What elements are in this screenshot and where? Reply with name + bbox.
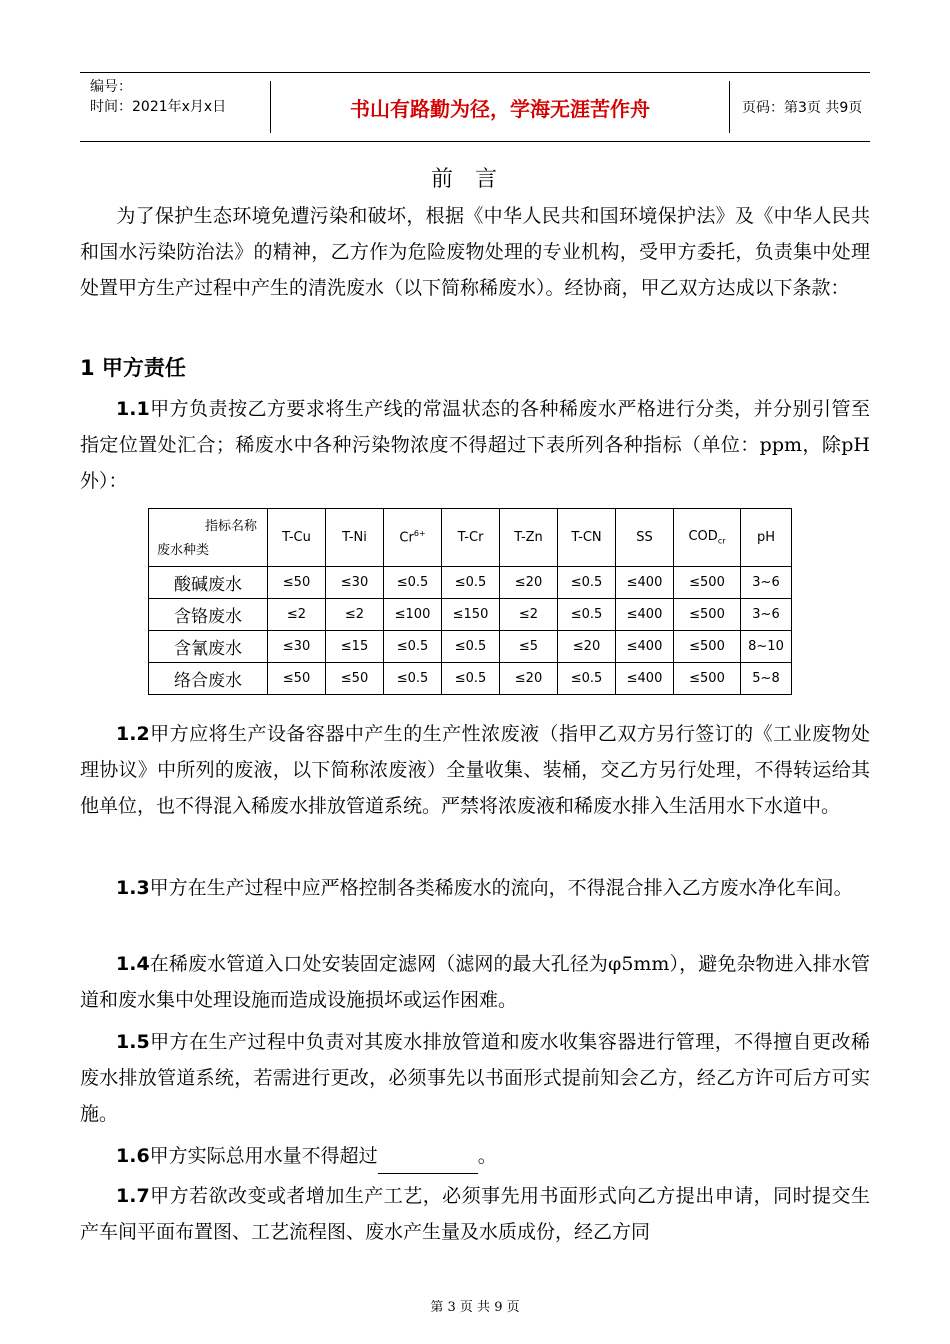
table-cell: ≤400 (616, 567, 674, 599)
time-label: 时间：2021年x月x日 (90, 99, 227, 115)
clause-1-7 (80, 1178, 870, 1250)
clause-text: 甲方在生产过程中负责对其废水排放管道和废水收集容器进行管理，不得擅自更改稀废水排放管道系统，若需进行更改，必须事先以书面形式提前知会乙方，经乙方许可后方可实施。 (80, 1031, 870, 1125)
clause-1-6 (80, 1138, 870, 1174)
clause-1-5 (80, 1024, 870, 1132)
table-cell: ≤150 (442, 599, 500, 631)
table-cell: ≤50 (268, 567, 326, 599)
preface-text: 为了保护生态环境免遭污染和破坏，根据《中华人民共和国环境保护法》及《中华人民共和国水污染防治法》的精神，乙方作为危险废物处理的专业机构，受甲方委托，负责集中处理处置甲方生产过程中产生的清洗废水（以下简称稀废水）。经协商，甲乙双方达成以下条款： (80, 205, 870, 299)
clause-text: 甲方实际总用水量不得超过 (149, 1145, 378, 1167)
row-name: 络合废水 (149, 663, 268, 695)
clause-number: 1.6 (116, 1145, 150, 1167)
row-name: 含氰废水 (149, 631, 268, 663)
table-cell: ≤400 (616, 663, 674, 695)
table-cell: ≤0.5 (442, 567, 500, 599)
motto: 书山有路勤为径，学海无涯苦作舟 (270, 81, 730, 133)
table-row (149, 663, 792, 695)
clause-number: 1.2 (116, 723, 150, 745)
clause-number: 1.1 (116, 398, 150, 420)
row-name: 酸碱废水 (149, 567, 268, 599)
clause-1-1 (80, 391, 870, 499)
clause-1-4 (80, 946, 870, 1018)
table-cell: 5~8 (741, 663, 792, 695)
table-cell: ≤500 (674, 663, 741, 695)
table-cell: ≤2 (500, 599, 558, 631)
page-footer: 第 3 页 共 9 页 (430, 1300, 520, 1315)
table-cell: ≤400 (616, 599, 674, 631)
clause-tail: 。 (477, 1145, 497, 1167)
col-header: T-Cu (268, 509, 326, 567)
page-header (80, 72, 870, 142)
table-cell: 3~6 (741, 599, 792, 631)
col-header: $Cr^{6+}$ (384, 509, 442, 567)
col-header: SS (616, 509, 674, 567)
table-cell: ≤50 (326, 663, 384, 695)
table-cell: ≤500 (674, 599, 741, 631)
col-header: $COD_{cr}$ (674, 509, 741, 567)
col-header: pH (741, 509, 792, 567)
col-header: T-CN (558, 509, 616, 567)
pollutant-limit-table (148, 508, 792, 695)
col-header: T-Cr (442, 509, 500, 567)
table-row (149, 567, 792, 599)
preface-paragraph (80, 198, 870, 306)
table-cell: ≤0.5 (558, 567, 616, 599)
table-corner (149, 509, 268, 567)
table-cell: ≤20 (500, 567, 558, 599)
col-header: T-Ni (326, 509, 384, 567)
table-cell: ≤2 (326, 599, 384, 631)
col-header: T-Zn (500, 509, 558, 567)
table-cell: ≤5 (500, 631, 558, 663)
clause-text: 甲方负责按乙方要求将生产线的常温状态的各种稀废水严格进行分类，并分别引管至指定位置处汇合；稀废水中各种污染物浓度不得超过下表所列各种指标（单位：ppm，除pH外）： (80, 398, 870, 492)
table-row (149, 599, 792, 631)
table-cell: ≤0.5 (384, 631, 442, 663)
page-title: 前言 (430, 167, 519, 192)
table-cell: ≤500 (674, 567, 741, 599)
clause-number: 1.7 (116, 1185, 150, 1207)
table-cell: ≤15 (326, 631, 384, 663)
section-title: 1 甲方责任 (80, 356, 186, 380)
table-cell: 8~10 (741, 631, 792, 663)
table-cell: 3~6 (741, 567, 792, 599)
number-label: 编号： (90, 79, 132, 95)
table-cell: ≤0.5 (442, 663, 500, 695)
clause-1-2 (80, 716, 870, 824)
table-cell: ≤100 (384, 599, 442, 631)
table-cell: ≤0.5 (442, 631, 500, 663)
table-cell: ≤400 (616, 631, 674, 663)
clause-1-3 (80, 870, 870, 906)
table-cell: ≤0.5 (384, 567, 442, 599)
clause-text: 甲方在生产过程中应严格控制各类稀废水的流向，不得混合排入乙方废水净化车间。 (149, 877, 853, 899)
clause-text: 甲方应将生产设备容器中产生的生产性浓废液（指甲乙双方另行签订的《工业废物处理协议》中所列的废液，以下简称浓废液）全量收集、装桶，交乙方另行处理，不得转运给其他单位，也不得混入稀废水排放管道系统。严禁将浓废液和稀废水排入生活用水下水道中。 (80, 723, 870, 817)
table-cell: ≤50 (268, 663, 326, 695)
blank-fill-line (378, 1153, 478, 1174)
table-cell: ≤30 (326, 567, 384, 599)
corner-bottom: 废水种类 (157, 543, 210, 558)
table-cell: ≤2 (268, 599, 326, 631)
table-cell: ≤500 (674, 631, 741, 663)
clause-number: 1.5 (116, 1031, 150, 1053)
table-cell: ≤0.5 (558, 599, 616, 631)
header-meta (90, 77, 226, 117)
page-label: 页码：第3页 共9页 (742, 100, 863, 116)
table-cell: ≤0.5 (558, 663, 616, 695)
clause-text: 在稀废水管道入口处安装固定滤网（滤网的最大孔径为φ5mm），避免杂物进入排水管道和废水集中处理设施而造成设施损坏或运作困难。 (80, 953, 870, 1011)
table-row (149, 631, 792, 663)
clause-number: 1.3 (116, 877, 150, 899)
table-cell: ≤20 (558, 631, 616, 663)
table-cell: ≤20 (500, 663, 558, 695)
row-name: 含铬废水 (149, 599, 268, 631)
table-cell: ≤30 (268, 631, 326, 663)
clause-number: 1.4 (116, 953, 150, 975)
clause-text: 甲方若欲改变或者增加生产工艺，必须事先用书面形式向乙方提出申请，同时提交生产车间平面布置图、工艺流程图、废水产生量及水质成份，经乙方同 (80, 1185, 870, 1243)
table-cell: ≤0.5 (384, 663, 442, 695)
corner-top: 指标名称 (204, 519, 257, 534)
